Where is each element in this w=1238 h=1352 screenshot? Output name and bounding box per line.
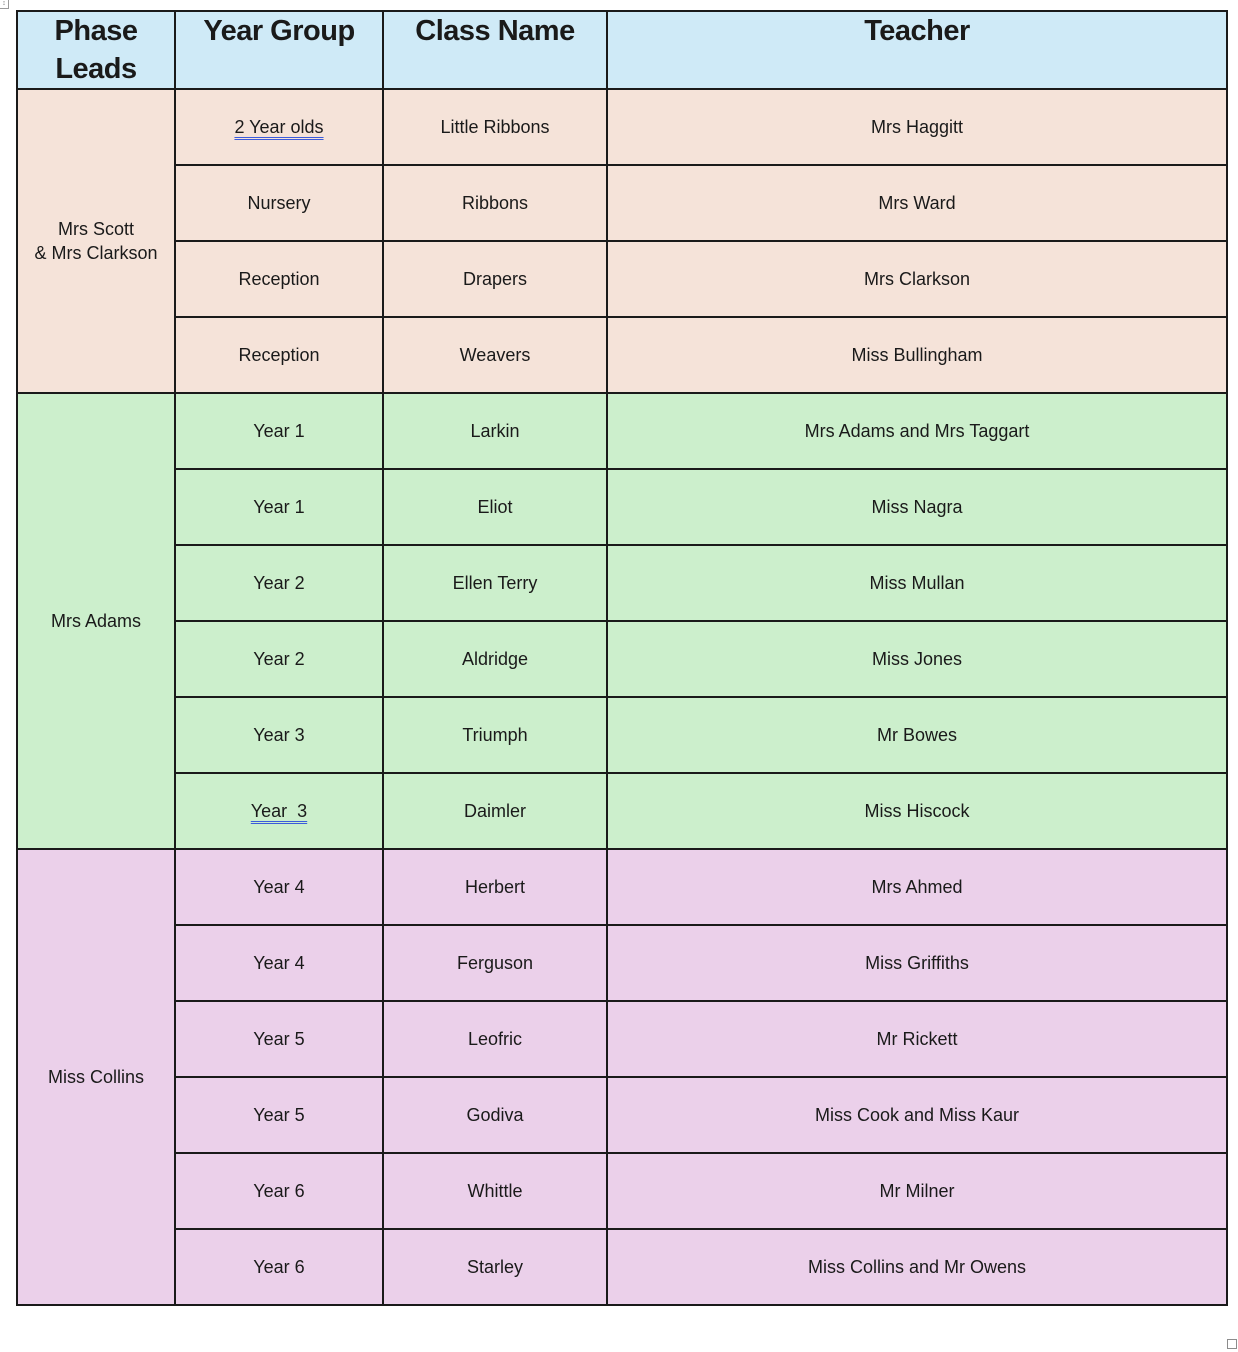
- teacher-cell: Miss Nagra: [607, 469, 1227, 545]
- class-teacher-table: [16, 10, 1228, 1306]
- class-name-cell: Triumph: [383, 697, 607, 773]
- year-group-cell: Year 3: [175, 697, 383, 773]
- class-name-cell: Larkin: [383, 393, 607, 469]
- class-name-cell: Drapers: [383, 241, 607, 317]
- phase-lead-name: Mrs Scott: [57, 219, 134, 239]
- year-group-cell: Year 4: [175, 849, 383, 925]
- teacher-cell: Mrs Ahmed: [607, 849, 1227, 925]
- class-name-cell: Whittle: [383, 1153, 607, 1229]
- year-group-cell: Year 1: [175, 469, 383, 545]
- table-row: [17, 165, 1227, 241]
- table-move-handle-icon[interactable]: ↕: [0, 0, 9, 9]
- year-group-text: Year 3: [250, 800, 308, 821]
- table-row: [17, 925, 1227, 1001]
- table-row: [17, 1153, 1227, 1229]
- header-teacher: Teacher: [607, 11, 1227, 89]
- teacher-cell: Miss Hiscock: [607, 773, 1227, 849]
- teacher-cell: Miss Griffiths: [607, 925, 1227, 1001]
- class-name-cell: Ellen Terry: [383, 545, 607, 621]
- year-group-cell: Year 6: [175, 1153, 383, 1229]
- header-year-group: Year Group: [175, 11, 383, 89]
- table-resize-handle-icon[interactable]: [1227, 1339, 1237, 1349]
- class-name-cell: Eliot: [383, 469, 607, 545]
- teacher-cell: Mrs Clarkson: [607, 241, 1227, 317]
- table-row: [17, 469, 1227, 545]
- teacher-cell: Mr Bowes: [607, 697, 1227, 773]
- table-row: [17, 89, 1227, 165]
- phase-lead-name: & Mrs Clarkson: [34, 243, 158, 263]
- table-row: [17, 1229, 1227, 1305]
- header-phase-leads: Phase Leads: [17, 11, 175, 89]
- table-row: [17, 621, 1227, 697]
- class-name-cell: Herbert: [383, 849, 607, 925]
- class-name-cell: Weavers: [383, 317, 607, 393]
- class-name-cell: Little Ribbons: [383, 89, 607, 165]
- phase-lead-cell: Miss Collins: [17, 849, 175, 1305]
- class-name-cell: Godiva: [383, 1077, 607, 1153]
- teacher-cell: Mr Milner: [607, 1153, 1227, 1229]
- year-group-cell: Year 2: [175, 621, 383, 697]
- year-group-cell: Year 2: [175, 545, 383, 621]
- year-group-cell: Year 5: [175, 1077, 383, 1153]
- teacher-cell: Mrs Ward: [607, 165, 1227, 241]
- class-name-cell: Daimler: [383, 773, 607, 849]
- phase-lead-cell: [17, 89, 175, 393]
- class-name-cell: Starley: [383, 1229, 607, 1305]
- class-name-cell: Leofric: [383, 1001, 607, 1077]
- table-row: [17, 1077, 1227, 1153]
- year-group-cell: Year 4: [175, 925, 383, 1001]
- table-row: [17, 393, 1227, 469]
- teacher-cell: Miss Bullingham: [607, 317, 1227, 393]
- table-row: [17, 697, 1227, 773]
- year-group-cell: Reception: [175, 317, 383, 393]
- class-name-cell: Aldridge: [383, 621, 607, 697]
- year-group-cell: Year 5: [175, 1001, 383, 1077]
- table-row: [17, 773, 1227, 849]
- year-group-cell: Year 1: [175, 393, 383, 469]
- year-group-cell: [175, 89, 383, 165]
- header-class-name: Class Name: [383, 11, 607, 89]
- class-name-cell: Ribbons: [383, 165, 607, 241]
- table-row: [17, 1001, 1227, 1077]
- teacher-cell: Mr Rickett: [607, 1001, 1227, 1077]
- table-row: [17, 849, 1227, 925]
- year-group-cell: Year 6: [175, 1229, 383, 1305]
- phase-lead-cell: Mrs Adams: [17, 393, 175, 849]
- year-group-text: 2 Year olds: [234, 116, 324, 137]
- teacher-cell: Miss Collins and Mr Owens: [607, 1229, 1227, 1305]
- teacher-cell: Miss Cook and Miss Kaur: [607, 1077, 1227, 1153]
- teacher-cell: Miss Mullan: [607, 545, 1227, 621]
- teacher-cell: Mrs Adams and Mrs Taggart: [607, 393, 1227, 469]
- table-row: [17, 317, 1227, 393]
- teacher-cell: Mrs Haggitt: [607, 89, 1227, 165]
- table-row: [17, 545, 1227, 621]
- teacher-cell: Miss Jones: [607, 621, 1227, 697]
- class-name-cell: Ferguson: [383, 925, 607, 1001]
- table-row: [17, 241, 1227, 317]
- year-group-cell: Nursery: [175, 165, 383, 241]
- year-group-cell: Reception: [175, 241, 383, 317]
- year-group-cell: [175, 773, 383, 849]
- header-row: [17, 11, 1227, 89]
